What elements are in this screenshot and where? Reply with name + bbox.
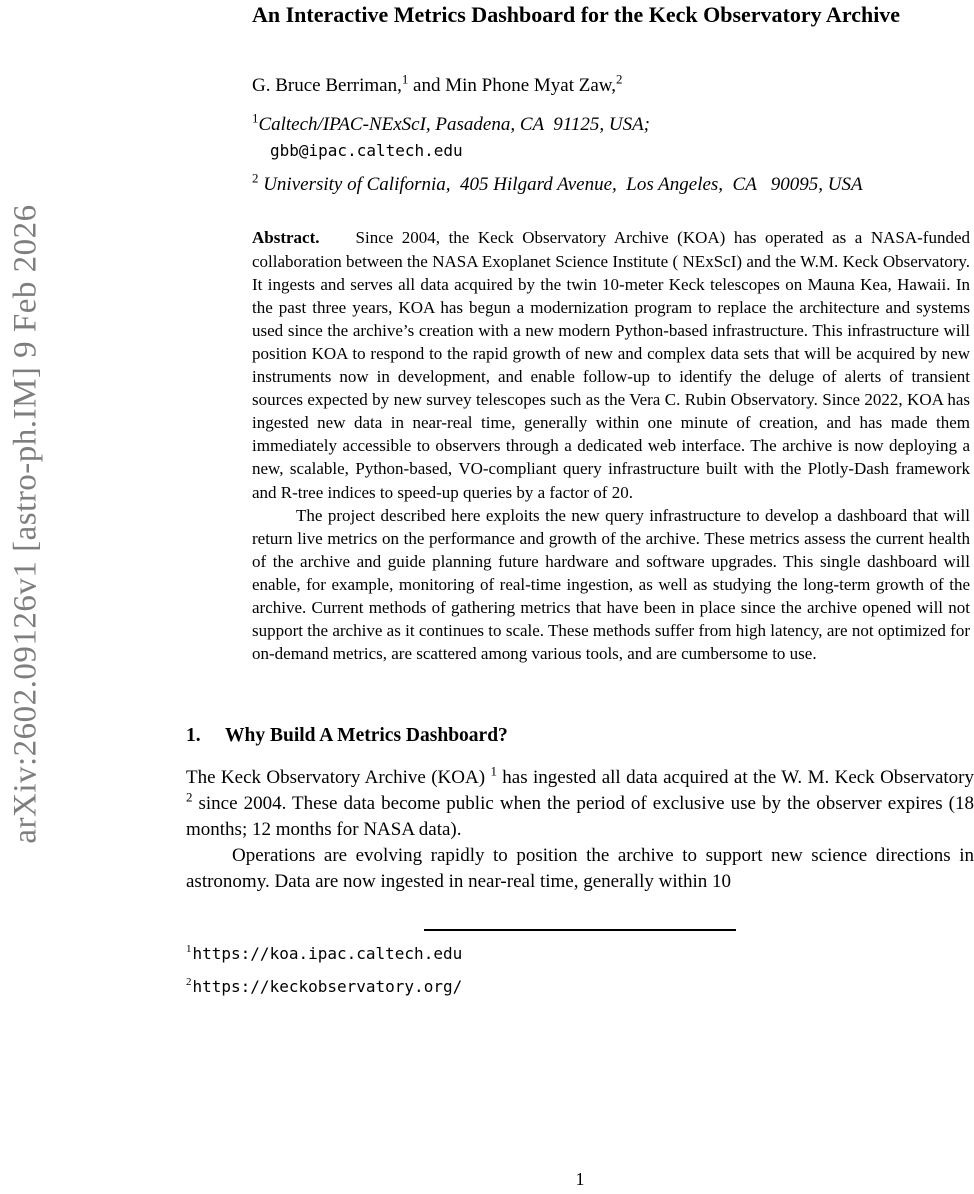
affiliation-1-email[interactable]: gbb@ipac.caltech.edu — [270, 141, 463, 161]
affiliation-1-mark: 1 — [252, 111, 259, 127]
section-title: Why Build A Metrics Dashboard? — [225, 725, 508, 747]
paper-content — [186, 0, 974, 997]
footnote-2-url[interactable]: https://keckobservatory.org/ — [192, 976, 463, 996]
body-paragraph-1-text-b: has ingested all data acquired at the W. M. Keck Observatory — [496, 767, 974, 789]
affiliation-2-mark: 2 — [252, 171, 259, 187]
author-1-affiliation-mark: 1 — [401, 72, 409, 88]
footnote-2 — [186, 977, 974, 997]
affiliation-1 — [252, 111, 974, 161]
paper-title: An Interactive Metrics Dashboard for the Keck Observatory Archive — [252, 2, 901, 27]
footnote-rule — [424, 929, 736, 931]
affiliation-1-text: Caltech/IPAC-NExScI, Pasadena, CA 91125, USA; — [258, 114, 651, 136]
author-1: G. Bruce Berriman, — [252, 75, 402, 97]
section-number: 1. — [186, 725, 201, 747]
footnote-ref-1[interactable]: 1 — [490, 764, 497, 780]
footnote-ref-2[interactable]: 2 — [186, 789, 193, 805]
body-paragraph-1-text-c: since 2004. These data become public when the period of exclusive use by the observer expires (18 months; 12 months for NASA data). — [186, 793, 974, 841]
body-paragraph-1-text-a: The Keck Observatory Archive (KOA) — [186, 767, 491, 789]
frontmatter — [252, 2, 974, 665]
abstract-paragraph-1 — [252, 226, 970, 503]
footnote-1-url[interactable]: https://koa.ipac.caltech.edu — [192, 943, 463, 963]
footnote-2-marker: 2 — [186, 976, 192, 989]
page-number: 1 — [575, 1169, 585, 1189]
author-2: and Min Phone Myat Zaw, — [408, 75, 617, 97]
footnote-1-marker: 1 — [186, 943, 192, 956]
body-paragraph-2: Operations are evolving rapidly to position the archive to support new science directions in astronomy. Data are now ingested in near-real time, generally within 10 — [186, 844, 974, 892]
arxiv-watermark: arXiv:2602.09126v1 [astro-ph.IM] 9 Feb 2026 — [7, 204, 44, 844]
author-line — [252, 72, 974, 97]
footnote-1 — [186, 944, 974, 964]
body-paragraph-1 — [186, 765, 974, 842]
affiliation-2 — [252, 171, 974, 196]
section-heading-1 — [186, 725, 974, 747]
abstract-paragraph-2: The project described here exploits the new query infrastructure to develop a dashboard that will return live metrics on the performance and growth of the archive. These metrics assess the current health of the archive and guide planning future hardware and software upgrades. This single dashboard will enable, for example, monitoring of real-time ingestion, as well as studying the long-term growth of the archive. Current methods of gathering metrics that have been in place since the archive opened will not support the archive as it continues to scale. These methods suffer from high latency, are not optimized for on-demand metrics, are scattered among various tools, and are cumbersome to use. — [252, 505, 970, 664]
abstract-paragraph-1-text: Since 2004, the Keck Observatory Archive (KOA) has operated as a NASA-funded collaboration between the NASA Exoplanet Science Institute ( NExScI) and the W.M. Keck Observatory. It ingests and serves all data acquired by the twin 10-meter Keck telescopes on Mauna Kea, Hawaii. In the past three years, KOA has begun a modernization program to replace the architecture and systems used since the archive’s creation with a new modern Python-based infrastructure. This infrastructure will position KOA to respond to the rapid growth of new and complex data sets that will be acquired by new instruments now in development, and enable follow-up to identify the deluge of alerts of transient sources expected by new survey telescopes such as the Vera C. Rubin Observatory. Since 2022, KOA has ingested new data in near-real time, generally within one minute of creation, and has made them immediately accessible to observers through a dedicated web interface. The archive is now deploying a new, scalable, Python-based, VO-compliant query infrastructure built with the Plotly-Dash framework and R-tree indices to speed-up queries by a factor of 20. — [252, 228, 970, 502]
affiliation-2-text: University of California, 405 Hilgard Avenue, Los Angeles, CA 90095, USA — [258, 174, 863, 196]
abstract — [252, 226, 970, 665]
abstract-label: Abstract. — [252, 228, 320, 248]
author-2-affiliation-mark: 2 — [616, 72, 623, 88]
